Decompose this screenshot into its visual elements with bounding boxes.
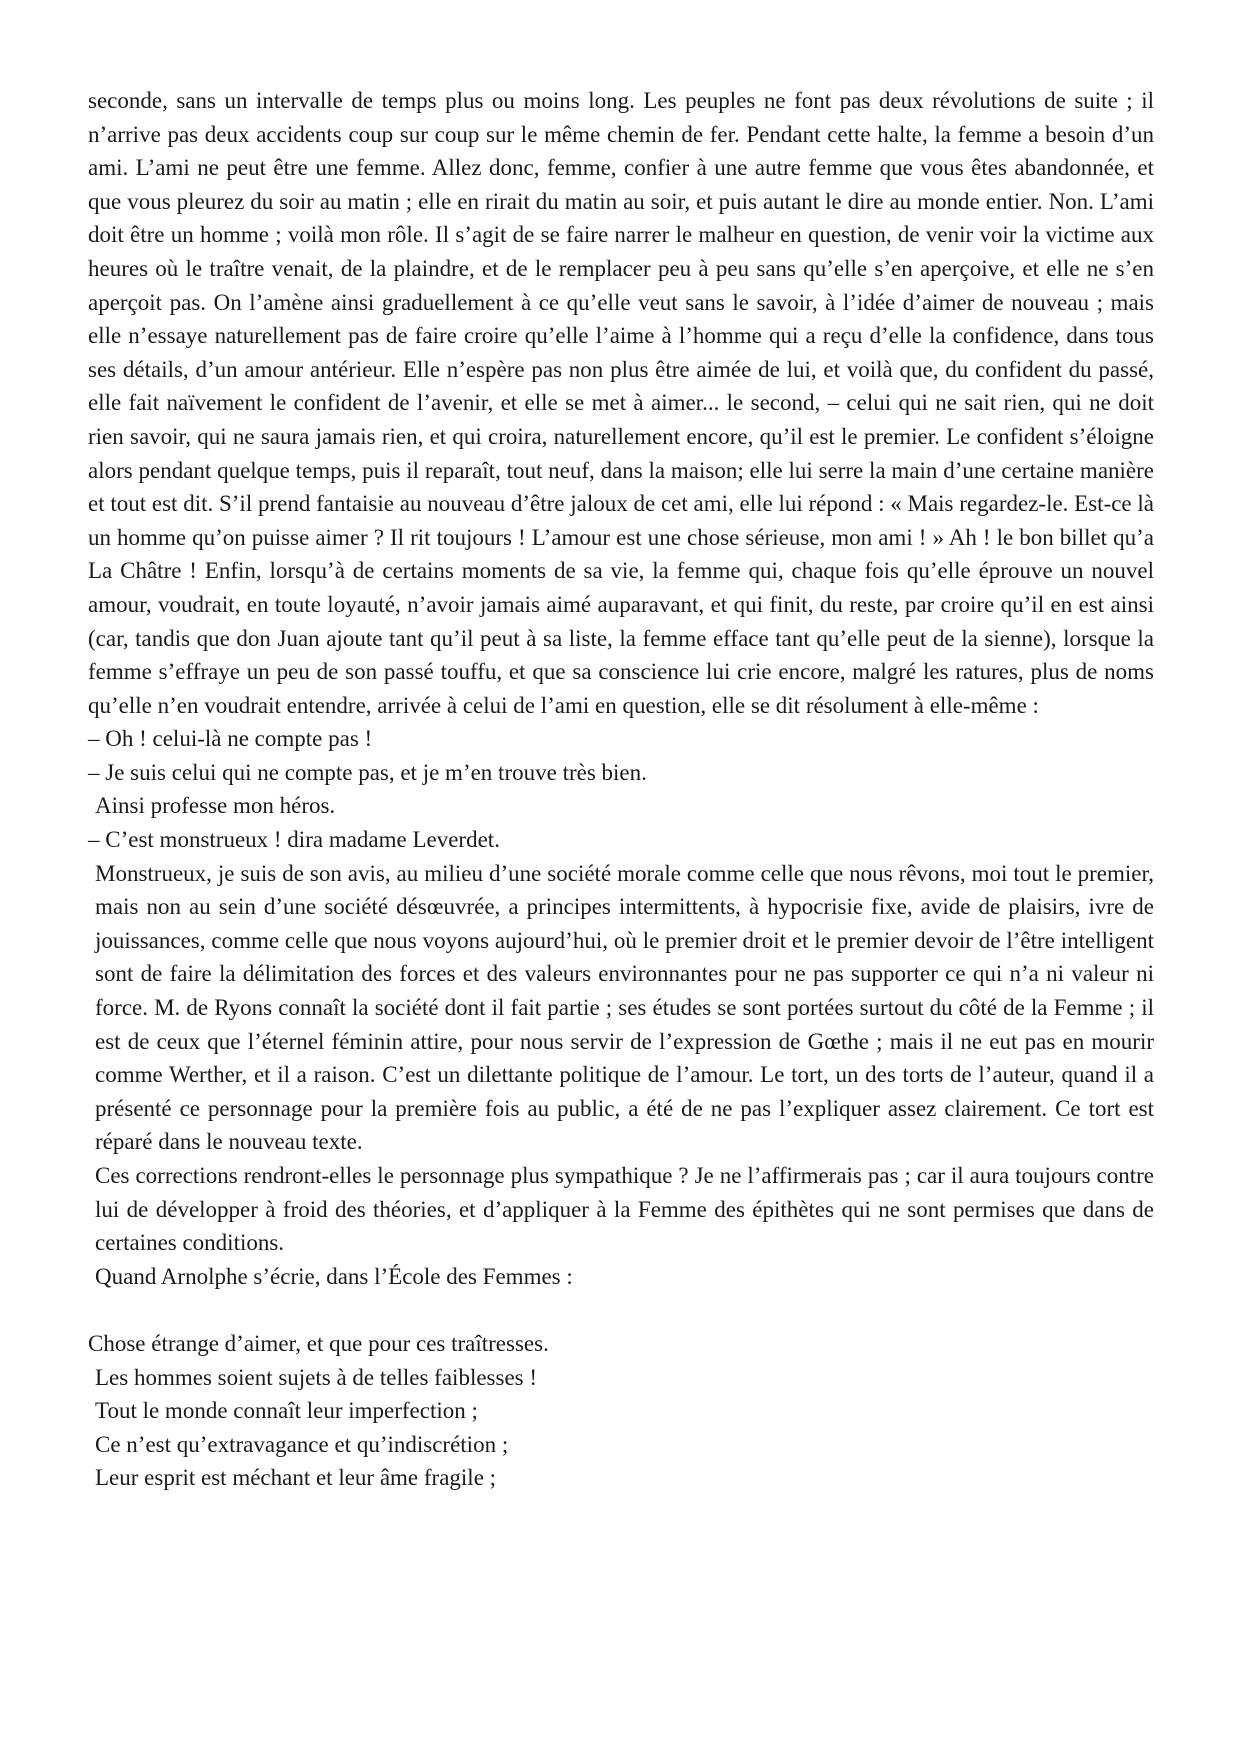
dialogue-line: – Oh ! celui-là ne compte pas ! — [88, 726, 373, 752]
dialogue-line: – C’est monstrueux ! dira madame Leverdet. — [88, 827, 500, 853]
paragraph-monstrueux: Monstrueux, je suis de son avis, au milieu d’une société morale comme celle que nous rêvons, moi tout le premier, mais non au sein d’une société désœuvrée, a principes intermittents, à hypocrisie fixe, avide de plaisirs, ivre de jouissances, comme celle que nous voyons aujourd’hui, où le premier droit et le premier devoir de l’être intelligent sont de faire la délimitation des forces et des valeurs environnantes pour ne pas supporter ce qui n’a ni valeur ni force. M. de Ryons connaît la société dont il fait partie ; ses études se sont portées surtout du côté de la Femme ; il est de ceux que l’éternel féminin attire, pour nous servir de l’expression de Gœthe ; mais il ne eut pas en mourir comme Werther, et il a raison. C’est un dilettante politique de l’amour. Le tort, un des torts de l’auteur, quand il a présenté ce personnage pour la première fois au public, a été de ne pas l’expliquer assez clairement. Ce tort est réparé dans le nouveau texte. — [95, 860, 1154, 1155]
document-page — [88, 84, 1154, 1495]
narration-line: Ainsi professe mon héros. — [95, 793, 336, 819]
verse-line: Leur esprit est méchant et leur âme fragile ; — [95, 1465, 497, 1491]
paragraph-arnolphe: Quand Arnolphe s’écrie, dans l’École des Femmes : — [95, 1263, 573, 1289]
verse-spacer — [88, 1293, 1154, 1327]
verse-line: Ce n’est qu’extravagance et qu’indiscrétion ; — [95, 1431, 509, 1457]
verse-line: Tout le monde connaît leur imperfection ; — [95, 1398, 478, 1424]
dialogue-line: – Je suis celui qui ne compte pas, et je m’en trouve très bien. — [88, 759, 647, 785]
paragraph-confident: seconde, sans un intervalle de temps plus ou moins long. Les peuples ne font pas deux révolutions de suite ; il n’arrive pas deux accidents coup sur coup sur le même chemin de fer. Pendant cette halte, la femme a besoin d’un ami. L’ami ne peut être une femme. Allez donc, femme, confier à une autre femme que vous êtes abandonnée, et que vous pleurez du soir au matin ; elle en rirait du matin au soir, et puis autant le dire au monde entier. Non. L’ami doit être un homme ; voilà mon rôle. Il s’agit de se faire narrer le malheur en question, de venir voir la victime aux heures où le traître venait, de la plaindre, et de le remplacer peu à peu sans qu’elle s’en aperçoive, et elle ne s’en aperçoit pas. On l’amène ainsi graduellement à ce qu’elle veut sans le savoir, à l’idée d’aimer de nouveau ; mais elle n’essaye naturellement pas de faire croire qu’elle l’aime à l’homme qui a reçu d’elle la confidence, dans tous ses détails, d’un amour antérieur. Elle n’espère pas non plus être aimée de lui, et voilà que, du confident du passé, elle fait naïvement le confident de l’avenir, et elle se met à aimer... le second, – celui qui ne sait rien, qui ne doit rien savoir, qui ne saura jamais rien, et qui croira, naturellement encore, qu’il est le premier. Le confident s’éloigne alors pendant quelque temps, puis il reparaît, tout neuf, dans la maison; elle lui serre la main d’une certaine manière et tout est dit. S’il prend fantaisie au nouveau d’être jaloux de cet ami, elle lui répond : « Mais regardez-le. Est-ce là un homme qu’on puisse aimer ? Il rit toujours ! L’amour est une chose sérieuse, mon ami ! » Ah ! le bon billet qu’a La Châtre ! Enfin, lorsqu’à de certains moments de sa vie, la femme qui, chaque fois qu’elle éprouve un nouvel amour, voudrait, en toute loyauté, n’avoir jamais aimé auparavant, et qui finit, du reste, par croire qu’il en est ainsi (car, tandis que don Juan ajoute tant qu’il peut à sa liste, la femme efface tant qu’elle peut de la sienne), lorsque la femme s’effraye un peu de son passé touffu, et que sa conscience lui crie encore, malgré les ratures, plus de noms qu’elle n’en voudrait entendre, arrivée à celui de l’ami en question, elle se dit résolument à elle-même : — [88, 88, 1154, 718]
paragraph-corrections: Ces corrections rendront-elles le personnage plus sympathique ? Je ne l’affirmerais pas ; car il aura toujours contre lui de développer à froid des théories, et d’appliquer à la Femme des épithètes qui ne sont permises que dans de certaines conditions. — [95, 1163, 1154, 1256]
verse-line: Chose étrange d’aimer, et que pour ces traîtresses. — [88, 1330, 549, 1356]
verse-line: Les hommes soient sujets à de telles faiblesses ! — [95, 1364, 538, 1390]
